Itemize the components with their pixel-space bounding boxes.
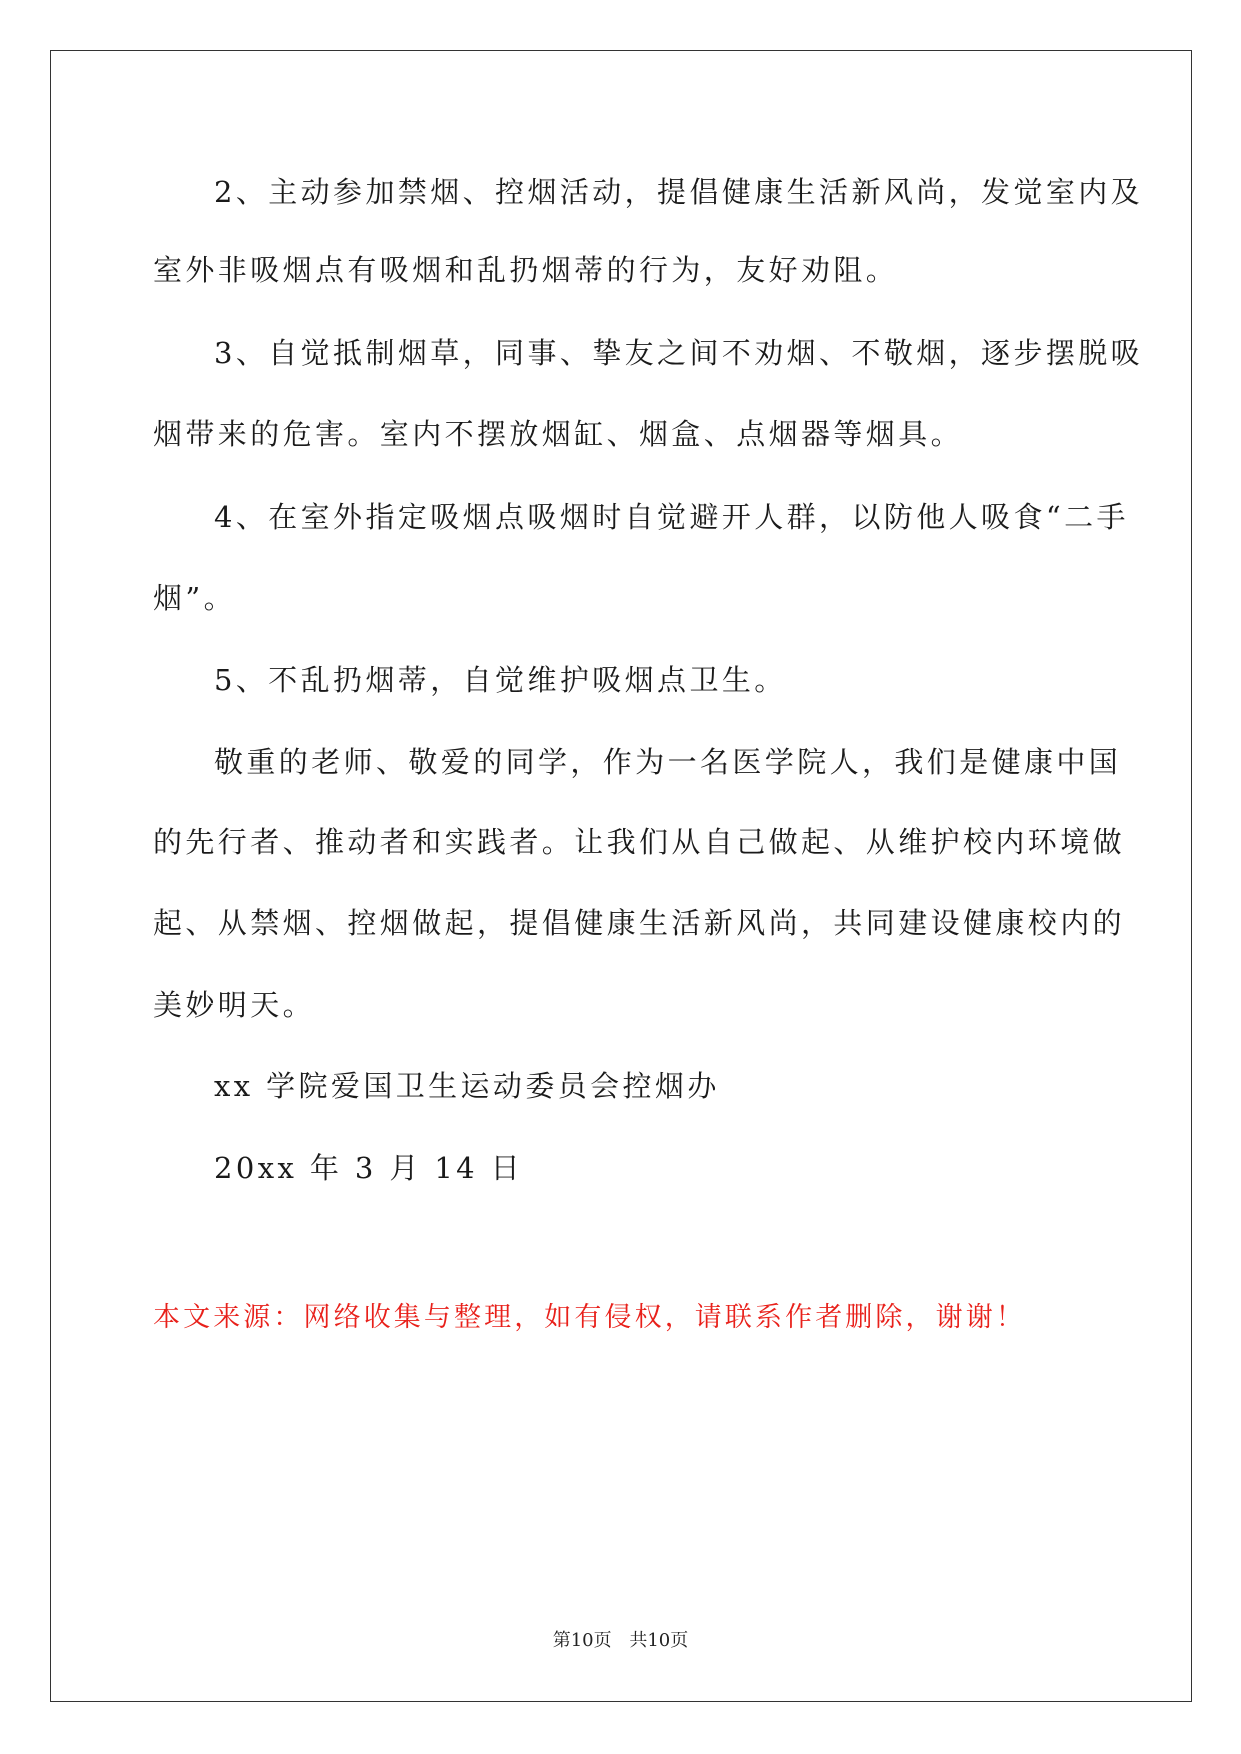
paragraph-4-line-2: 烟”。	[153, 581, 237, 615]
paragraph-2-line-2: 室外非吸烟点有吸烟和乱扔烟蒂的行为，友好劝阻。	[153, 253, 899, 287]
paragraph-3-line-1: 3、自觉抵制烟草，同事、挚友之间不劝烟、不敬烟，逐步摆脱吸	[214, 336, 1144, 370]
signature-organization: xx 学院爱国卫生运动委员会控烟办	[214, 1069, 720, 1103]
closing-paragraph-line-1: 敬重的老师、敬爱的同学，作为一名医学院人，我们是健康中国	[214, 745, 1122, 779]
signature-date: 20xx 年 3 月 14 日	[214, 1151, 524, 1185]
closing-paragraph-line-2: 的先行者、推动者和实践者。让我们从自己做起、从维护校内环境做	[153, 825, 1126, 859]
paragraph-4-line-1: 4、在室外指定吸烟点吸烟时自觉避开人群，以防他人吸食“二手	[214, 500, 1129, 534]
closing-paragraph-line-4: 美妙明天。	[153, 988, 316, 1022]
page-total-label: 共10页	[629, 1630, 689, 1651]
source-notice: 本文来源：网络收集与整理，如有侵权，请联系作者删除，谢谢！	[153, 1302, 1026, 1333]
paragraph-2-line-1: 2、主动参加禁烟、控烟活动，提倡健康生活新风尚，发觉室内及	[214, 175, 1144, 209]
page-footer	[0, 1626, 1241, 1652]
page-border	[50, 50, 1192, 1702]
closing-paragraph-line-3: 起、从禁烟、控烟做起，提倡健康生活新风尚，共同建设健康校内的	[153, 906, 1126, 940]
paragraph-3-line-2: 烟带来的危害。室内不摆放烟缸、烟盒、点烟器等烟具。	[153, 417, 964, 451]
page-current-label: 第10页	[552, 1630, 612, 1651]
paragraph-5: 5、不乱扔烟蒂，自觉维护吸烟点卫生。	[214, 663, 787, 697]
